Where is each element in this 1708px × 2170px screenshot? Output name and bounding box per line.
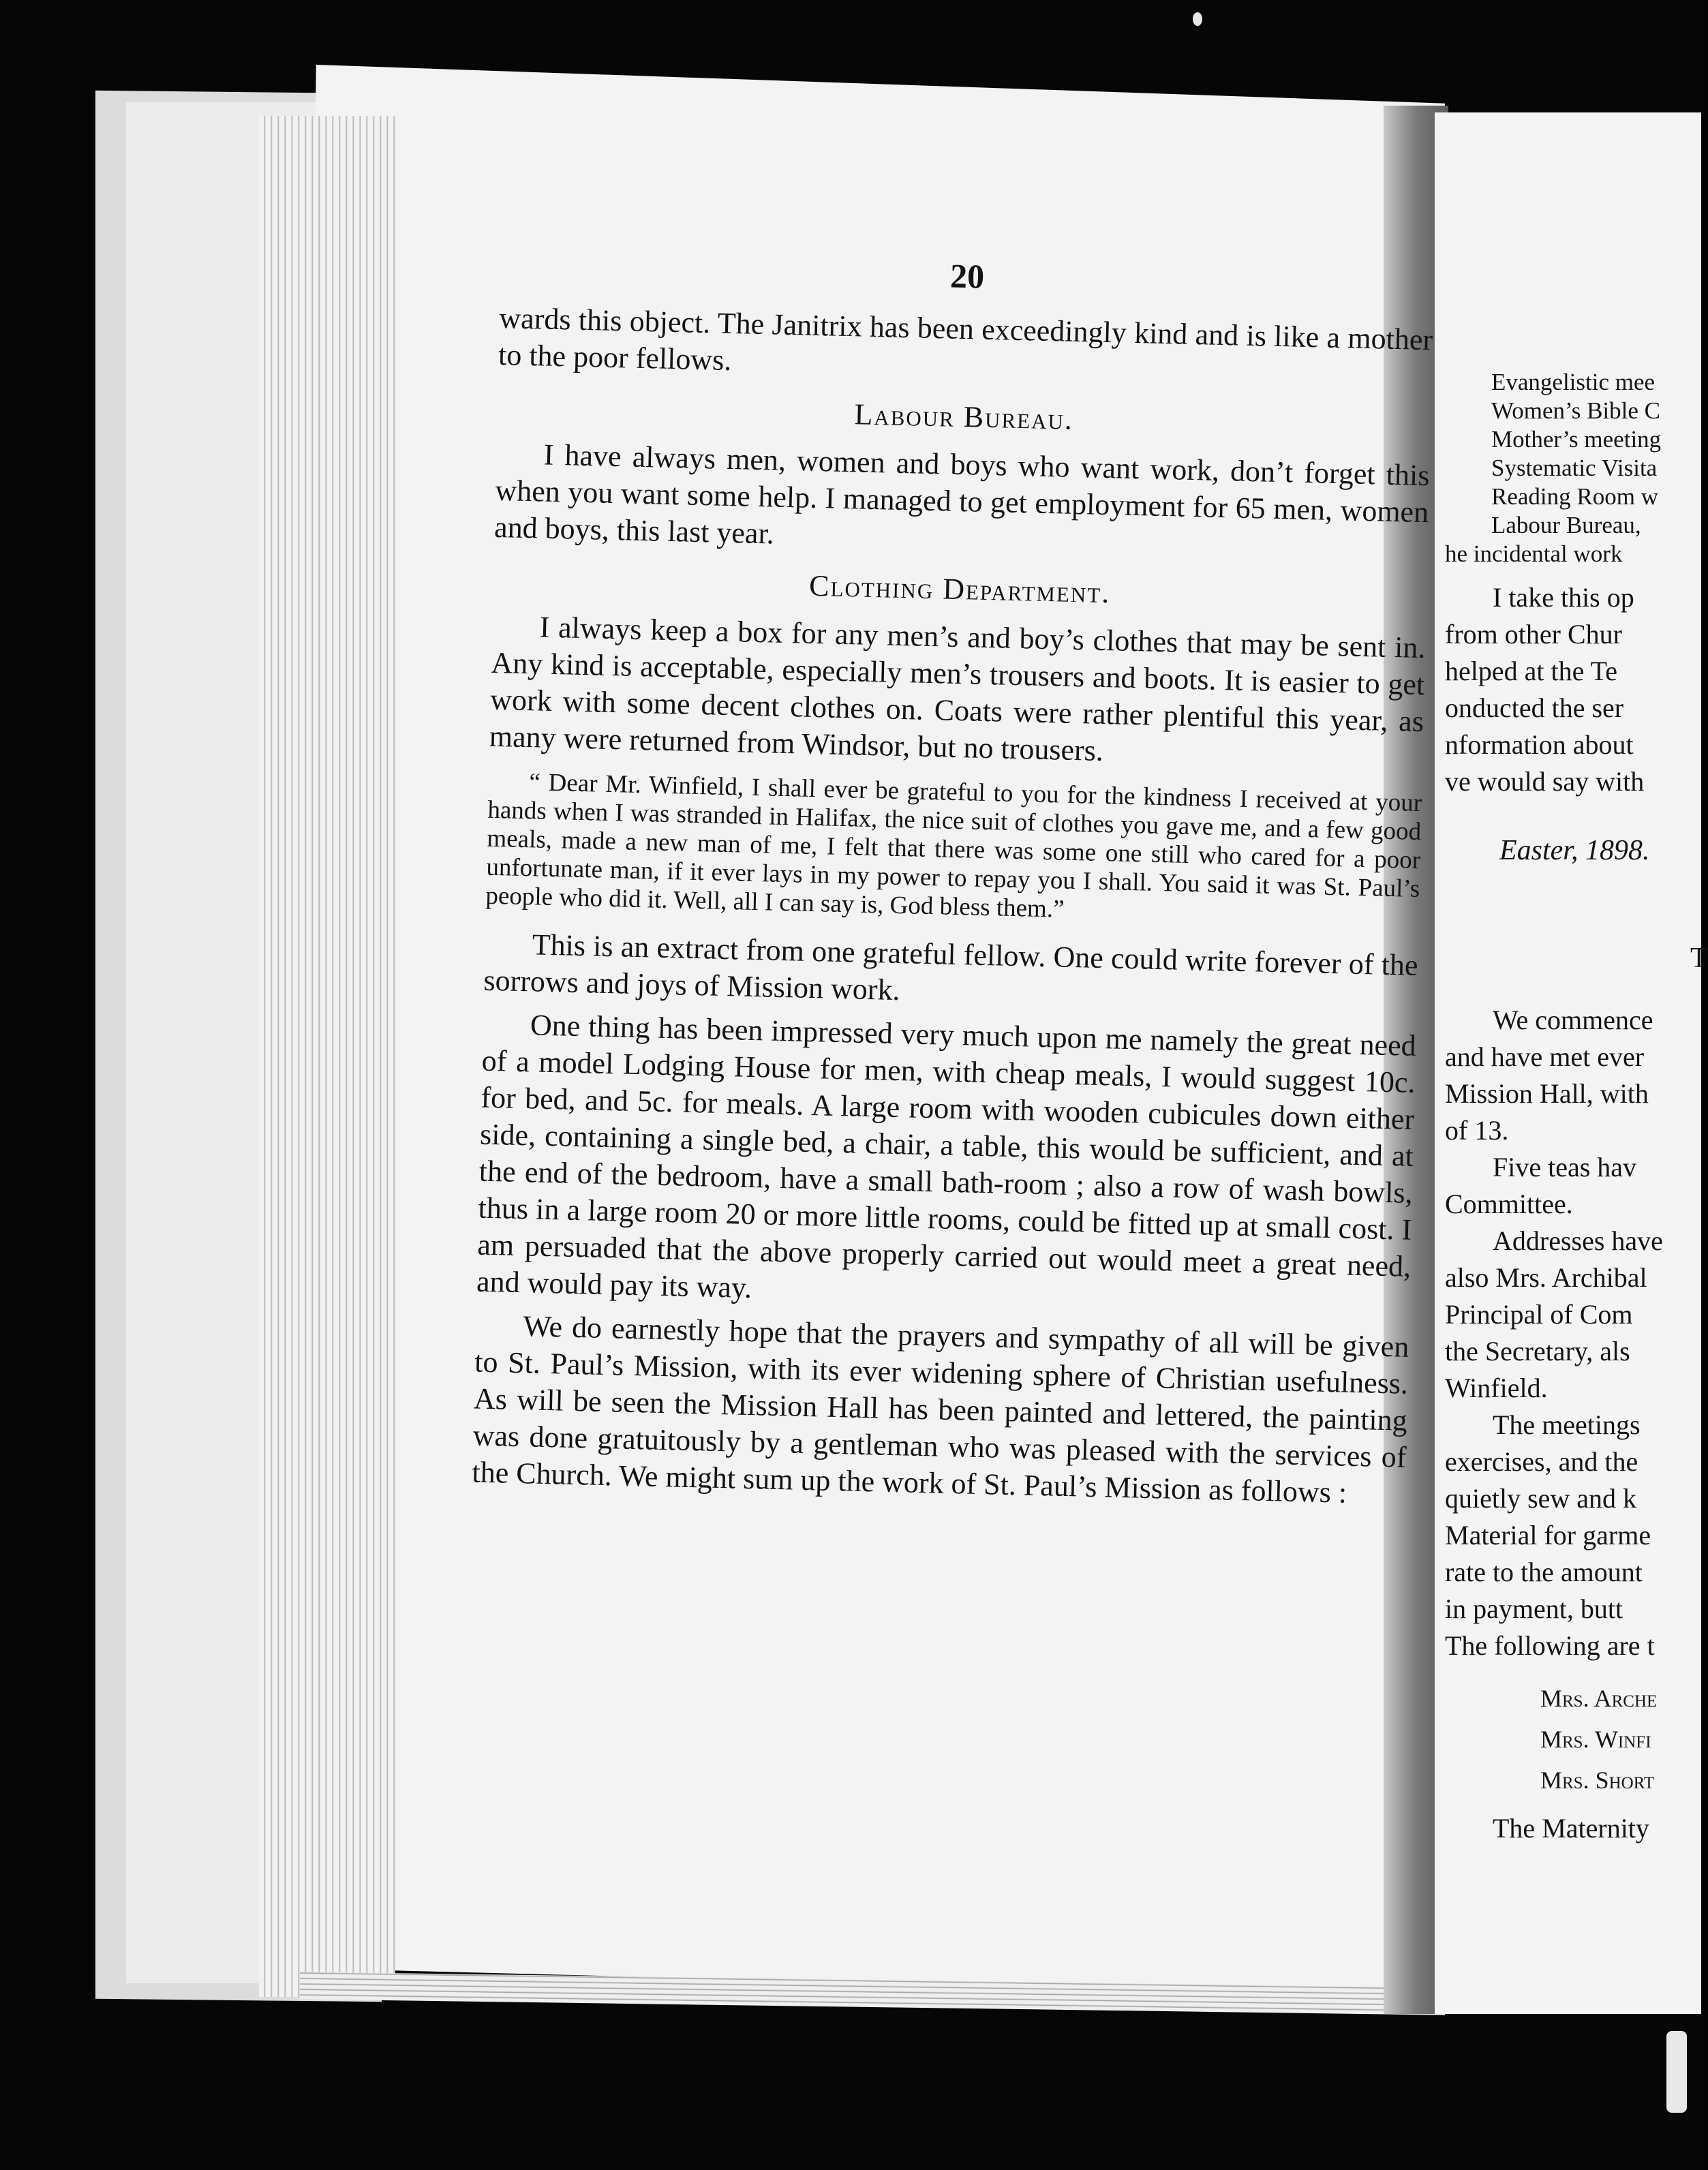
paragraph-clothing-department: I always keep a box for any men’s and boy’s clothes that may be sent in. Any kind is acceptable, especially men’s trousers and boots. It is easier to get work with some decent clothes on. Coats were rather plentiful this year, as many were returned from Windsor, but no trousers. [489,610,1427,768]
text-line: The following are t [1445,1630,1655,1661]
paragraph-labour-bureau: I have always men, women and boys who want work, don’t forget this when you want some help. I managed to get employment for 65 men, women and boys, this last year. [493,438,1430,551]
text-line: Winfield. [1445,1373,1548,1403]
text-line: ve would say with [1445,766,1645,797]
text-line: The Maternity [1493,1813,1649,1844]
name-entry: Mrs. Winfi [1540,1726,1651,1753]
names-list [1445,1678,1704,1801]
text-line: Addresses have [1493,1225,1663,1256]
scan-speck [1666,2031,1687,2113]
right-page-text [1445,368,1708,1847]
text-line: helped at the Te [1445,656,1618,686]
text-line: I take this op [1493,582,1634,613]
text-line: exercises, and the [1445,1446,1638,1477]
paragraph: We do earnestly hope that the prayers and sympathy of all will be given to St. Paul’s Mission, with its ever widening sphere of Christian usefulness. As will be seen the Mission Hall has been painted and lettered, the painting was done gratuitously by a gentleman who was pleased with the services of the Church. We might sum up the work of St. Paul’s Mission as follows : [472,1309,1409,1510]
text-line: quietly sew and k [1445,1483,1637,1514]
left-page-text [472,245,1435,1513]
text-line: and have met ever [1445,1041,1645,1072]
text-line: nformation about [1445,729,1634,760]
name-entry: Mrs. Short [1540,1767,1655,1794]
letter-quote: “ Dear Mr. Winfield, I shall ever be grateful to you for the kindness I received at your hands when I was stranded in Halifax, the nice suit of clothes you gave me, and a few good meals, made a new man of me, I felt that there was some one still who cared for a poor unfortunate man, if it ever lays in my power to repay you I shall. You said it was St. Paul’s people who did it. Well, all I can say is, God bless them.” [485,768,1422,923]
text-line: Mission Hall, with [1445,1078,1649,1109]
text-line: Principal of Com [1445,1299,1633,1330]
list-item: Mother’s meeting [1491,426,1662,453]
section-heading-clothing-department: Clothing Department. [808,568,1111,610]
scan-speck [1193,12,1202,26]
text-line: onducted the ser [1445,692,1624,723]
list-item: Evangelistic mee [1491,369,1656,395]
date-line: Easter, 1898. [1499,835,1650,866]
heading-fragment: T [1690,943,1708,974]
text-line: Five teas hav [1493,1152,1637,1182]
paragraph: One thing has been impressed very much upon me namely the great need of a model Lodging House for men, with cheap meals, I would suggest 10c. for bed, and 5c. for meals. A large room with wooden cubicules down either side, containing a single bed, a chair, a table, this would be sufficient, and at the end of the bedroom, have a small bath-room ; also a row of wash bowls, thus in a large room 20 or more little rooms, could be fitted up at small cost. I am persuaded that the above properly carried out would meet a great need, and would pay its way. [476,1008,1417,1305]
text-line: in payment, butt [1445,1593,1623,1624]
text-line: We commence [1493,1005,1653,1035]
list-item: Labour Bureau, [1491,512,1641,538]
text-line: the Secretary, als [1445,1336,1630,1366]
text-line: The meetings [1493,1409,1641,1440]
section-heading-labour-bureau: Labour Bureau. [853,397,1074,436]
right-paragraph [1445,579,1704,800]
text-line: of 13. [1445,1115,1509,1146]
list-item: he incidental work [1445,540,1623,567]
page-number: 20 [949,256,985,296]
list-item: Systematic Visita [1491,455,1658,481]
page-edges-left [259,116,395,1997]
right-paragraph [1445,1810,1704,1847]
text-line: from other Chur [1445,619,1622,650]
paragraph: This is an extract from one grateful fellow. One could write forever of the sorrows and joys of Mission work. [483,928,1419,1007]
right-paragraph [1445,1002,1704,1664]
text-line: also Mrs. Archibal [1445,1262,1647,1293]
work-list [1445,368,1704,568]
text-line: rate to the amount [1445,1557,1643,1587]
text-line: Committee. [1445,1189,1573,1219]
paragraph: wards this object. The Janitrix has been exceedingly kind and is like a mother to the poor fellows. [498,301,1433,378]
list-item: Women’s Bible C [1491,397,1661,424]
text-line: Material for garme [1445,1520,1651,1550]
name-entry: Mrs. Arche [1540,1685,1658,1712]
list-item: Reading Room w [1491,483,1658,510]
